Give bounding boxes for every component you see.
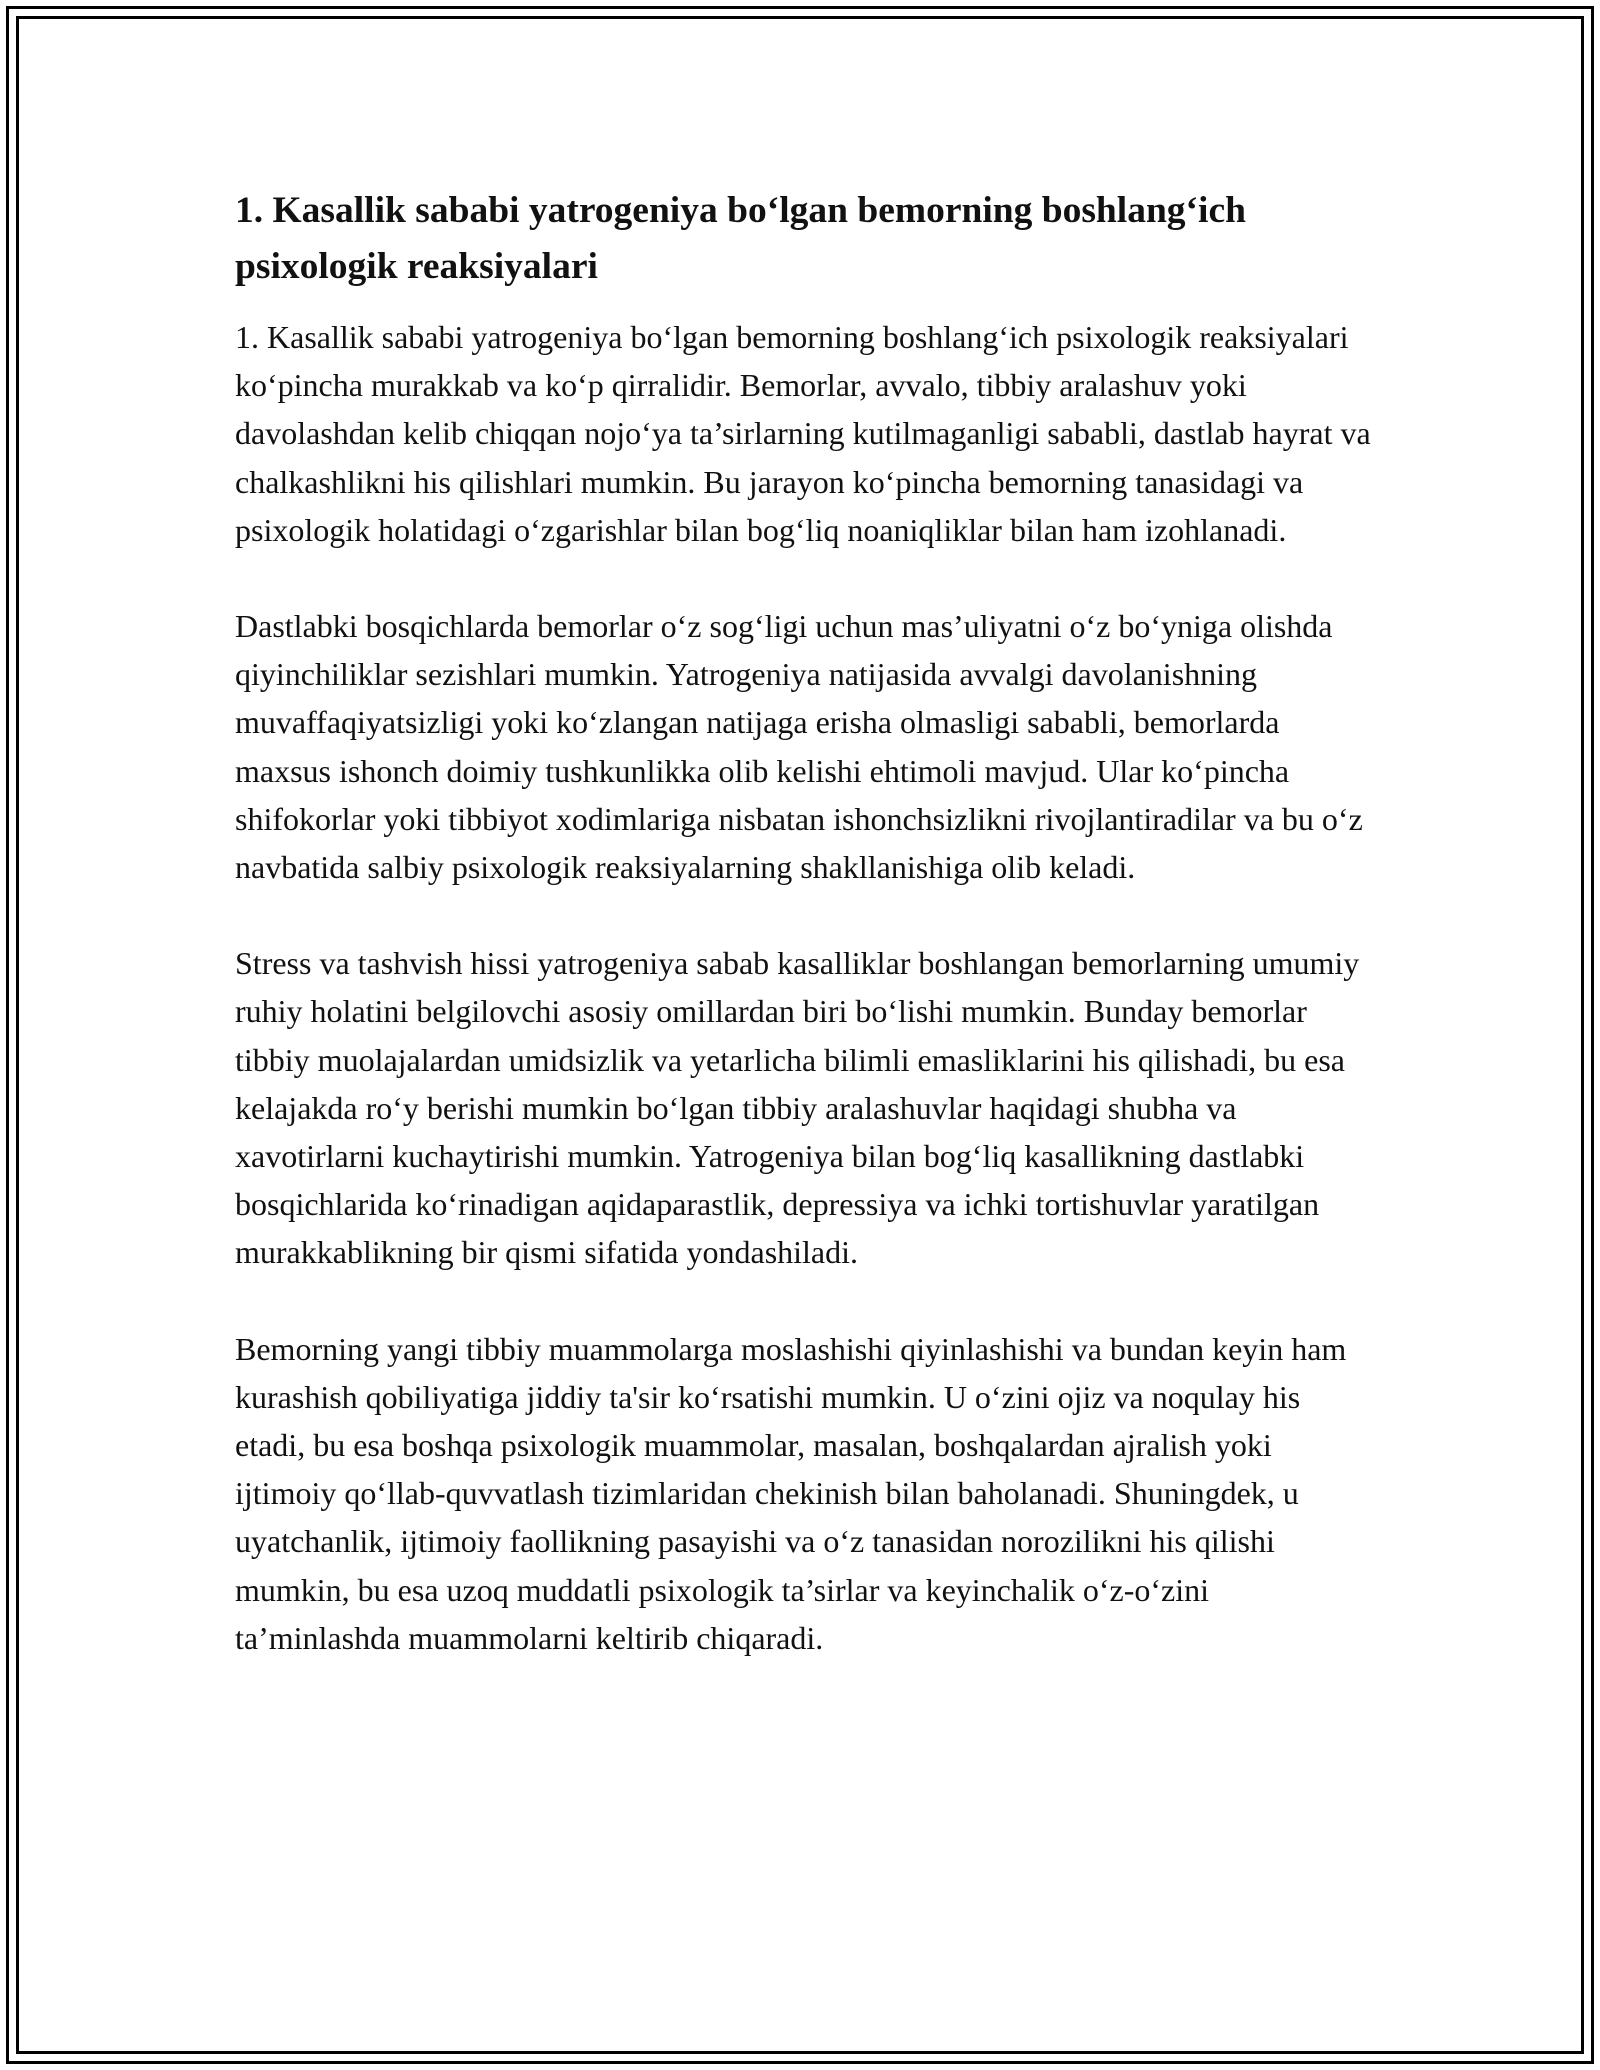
section-heading: 1. Kasallik sababi yatrogeniya bo‘lgan bemorning boshlang‘ich psixologik reaksiyalari — [235, 190, 1246, 287]
document-body — [235, 183, 1375, 1662]
paragraph-1: 1. Kasallik sababi yatrogeniya bo‘lgan bemorning boshlang‘ich psixologik reaksiyalari ko‘pincha murakkab va ko‘p qirralidir. Bemorlar, avvalo, tibbiy aralashuv yoki davolashdan kelib chiqqan nojo‘ya ta’sirlarning kutilmaganligi sababli, dastlab hayrat va chalkashlikni his qilishlari mumkin. Bu jarayon ko‘pincha bemorning tanasidagi va psixologik holatidagi o‘zgarishlar bilan bog‘liq noaniqliklar bilan ham izohlanadi. — [235, 319, 1371, 548]
paragraph-2: Dastlabki bosqichlarda bemorlar o‘z sog‘ligi uchun mas’uliyatni o‘z bo‘yniga olishda qiyinchiliklar sezishlari mumkin. Yatrogeniya natijasida avvalgi davolanishning muvaffaqiyatsizligi yoki ko‘zlangan natijaga erisha olmasligi sababli, bemorlarda maxsus ishonch doimiy tushkunlikka olib kelishi ehtimoli mavjud. Ular ko‘pincha shifokorlar yoki tibbiyot xodimlariga nisbatan ishonchsizlikni rivojlantiradilar va bu o‘z navbatida salbiy psixologik reaksiyalarning shakllanishiga olib keladi. — [235, 608, 1363, 886]
paragraph-3: Stress va tashvish hissi yatrogeniya sabab kasalliklar boshlangan bemorlarning umumiy ruhiy holatini belgilovchi asosiy omillardan biri bo‘lishi mumkin. Bunday bemorlar tibbiy muolajalardan umidsizlik va yetarlicha bilimli emasliklarini his qilishadi, bu esa kelajakda ro‘y berishi mumkin bo‘lgan tibbiy aralashuvlar haqidagi shubha va xavotirlarni kuchaytirishi mumkin. Yatrogeniya bilan bog‘liq kasallikning dastlabki bosqichlarida ko‘rinadigan aqidaparastlik, depressiya va ichki tortishuvlar yaratilgan murakkablikning bir qismi sifatida yondashiladi. — [235, 945, 1360, 1271]
paragraph-4: Bemorning yangi tibbiy muammolarga moslashishi qiyinlashishi va bundan keyin ham kurashish qobiliyatiga jiddiy ta'sir ko‘rsatishi mumkin. U o‘zini ojiz va noqulay his etadi, bu esa boshqa psixologik muammolar, masalan, boshqalardan ajralish yoki ijtimoiy qo‘llab-quvvatlash tizimlaridan chekinish bilan baholanadi. Shuningdek, u uyatchanlik, ijtimoiy faollikning pasayishi va o‘z tanasidan norozilikni his qilishi mumkin, bu esa uzoq muddatli psixologik ta’sirlar va keyinchalik o‘z-o‘zini ta’minlashda muammolarni keltirib chiqaradi. — [235, 1330, 1347, 1656]
